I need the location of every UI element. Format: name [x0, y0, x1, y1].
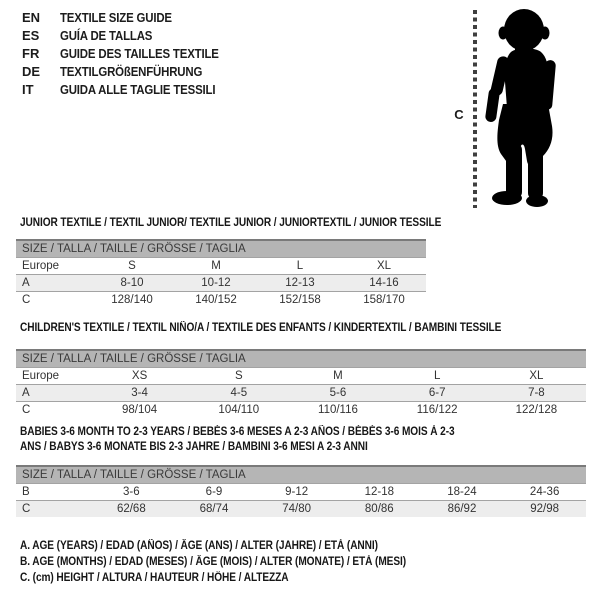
table-row-c [16, 401, 586, 418]
table-row-c [16, 291, 426, 308]
language-row [22, 63, 240, 81]
language-row [22, 81, 240, 99]
legend-line: A. AGE (YEARS) / EDAD (AÑOS) / ÂGE (ANS) / ALTER (JAHRE) / ETÀ (ANNI) [20, 540, 378, 552]
size-cell: 80/86 [338, 500, 421, 517]
guide-title: TEXTILE SIZE GUIDE [60, 10, 172, 25]
height-measure-line [473, 10, 477, 208]
language-row [22, 45, 240, 63]
size-cell: 104/110 [189, 401, 288, 418]
size-header-text: SIZE / TALLA / TAILLE / GRÖSSE / TAGLIA [16, 240, 426, 257]
row-label: Europe [16, 367, 90, 384]
table-row-europe [16, 257, 426, 274]
legend [20, 538, 459, 586]
size-cell: S [90, 257, 174, 274]
language-code: DE [22, 64, 41, 79]
row-label: C [16, 401, 90, 418]
size-header-bar [16, 240, 426, 257]
language-code: FR [22, 46, 40, 61]
size-cell: S [189, 367, 288, 384]
guide-title: GUIDA ALLE TAGLIE TESSILI [60, 82, 216, 97]
size-cell: 18-24 [421, 483, 504, 500]
language-title-list [22, 9, 240, 99]
size-cell: 8-10 [90, 274, 174, 291]
size-cell: L [258, 257, 342, 274]
language-row [22, 27, 240, 45]
guide-title: TEXTILGRÖßENFÜHRUNG [60, 64, 203, 79]
toddler-silhouette [482, 8, 562, 210]
size-cell: XL [487, 367, 586, 384]
size-table-children [16, 349, 586, 418]
section-title-children-text: CHILDREN'S TEXTILE / TEXTIL NIÑO/A / TEXTILE DES ENFANTS / KINDERTEXTIL / BAMBINI TESSILE [20, 322, 502, 334]
size-cell: M [288, 367, 387, 384]
table-row-b [16, 483, 586, 500]
size-cell: 4-5 [189, 384, 288, 401]
size-cell: 7-8 [487, 384, 586, 401]
row-label: C [16, 291, 90, 308]
guide-title: GUIDE DES TAILLES TEXTILE [60, 46, 219, 61]
size-cell: XL [342, 257, 426, 274]
row-label: A [16, 274, 90, 291]
row-label: B [16, 483, 90, 500]
section-title-babies-text: BABIES 3-6 MONTH TO 2-3 YEARS / BEBÉS 3-6 MESES A 2-3 AÑOS / BÉBÉS 3-6 MOIS À 2-3 ANS / BABYS 3-6 MONATE BIS 2-3 JAHRE / BAMBINI 3-6 MESI A 2-3 ANNI [20, 426, 455, 453]
height-measure-label: C [454, 107, 464, 122]
table-row-a [16, 274, 426, 291]
size-header-bar [16, 466, 586, 483]
size-cell: 116/122 [388, 401, 487, 418]
size-cell: M [174, 257, 258, 274]
section-title-children [20, 321, 600, 336]
size-cell: 3-4 [90, 384, 189, 401]
guide-title: GUÍA DE TALLAS [60, 28, 153, 43]
size-cell: 74/80 [255, 500, 338, 517]
legend-line: C. (cm) HEIGHT / ALTURA / HAUTEUR / HÖHE / ALTEZZA [20, 572, 289, 584]
language-code: EN [22, 10, 41, 25]
section-title-junior [20, 216, 580, 231]
size-cell: 24-36 [503, 483, 586, 500]
size-cell: 152/158 [258, 291, 342, 308]
section-title-junior-text: JUNIOR TEXTILE / TEXTIL JUNIOR/ TEXTILE JUNIOR / JUNIORTEXTIL / JUNIOR TESSILE [20, 217, 442, 229]
language-code: ES [22, 28, 40, 43]
size-cell: 5-6 [288, 384, 387, 401]
legend-line: B. AGE (MONTHS) / EDAD (MESES) / ÂGE (MOIS) / ALTER (MONATE) / ETÀ (MESI) [20, 556, 407, 568]
size-cell: 68/74 [173, 500, 256, 517]
size-table-babies [16, 465, 586, 517]
size-cell: 9-12 [255, 483, 338, 500]
size-cell: 10-12 [174, 274, 258, 291]
language-row [22, 9, 240, 27]
table-row-c [16, 500, 586, 517]
row-label: Europe [16, 257, 90, 274]
size-cell: 98/104 [90, 401, 189, 418]
size-cell: 122/128 [487, 401, 586, 418]
language-code: IT [22, 82, 34, 97]
size-table-junior [16, 239, 426, 308]
size-cell: 14-16 [342, 274, 426, 291]
size-cell: 92/98 [503, 500, 586, 517]
row-label: C [16, 500, 90, 517]
size-header-bar [16, 350, 586, 367]
size-cell: 3-6 [90, 483, 173, 500]
row-label: A [16, 384, 90, 401]
size-cell: XS [90, 367, 189, 384]
size-cell: 140/152 [174, 291, 258, 308]
size-cell: 62/68 [90, 500, 173, 517]
size-cell: 6-9 [173, 483, 256, 500]
size-cell: 12-13 [258, 274, 342, 291]
size-cell: 158/170 [342, 291, 426, 308]
table-row-europe [16, 367, 586, 384]
size-cell: 6-7 [388, 384, 487, 401]
size-cell: 86/92 [421, 500, 504, 517]
size-cell: 110/116 [288, 401, 387, 418]
size-header-text: SIZE / TALLA / TAILLE / GRÖSSE / TAGLIA [16, 350, 586, 367]
size-cell: 128/140 [90, 291, 174, 308]
size-cell: L [388, 367, 487, 384]
size-cell: 12-18 [338, 483, 421, 500]
table-row-a [16, 384, 586, 401]
size-header-text: SIZE / TALLA / TAILLE / GRÖSSE / TAGLIA [16, 466, 586, 483]
section-title-babies [20, 425, 535, 455]
